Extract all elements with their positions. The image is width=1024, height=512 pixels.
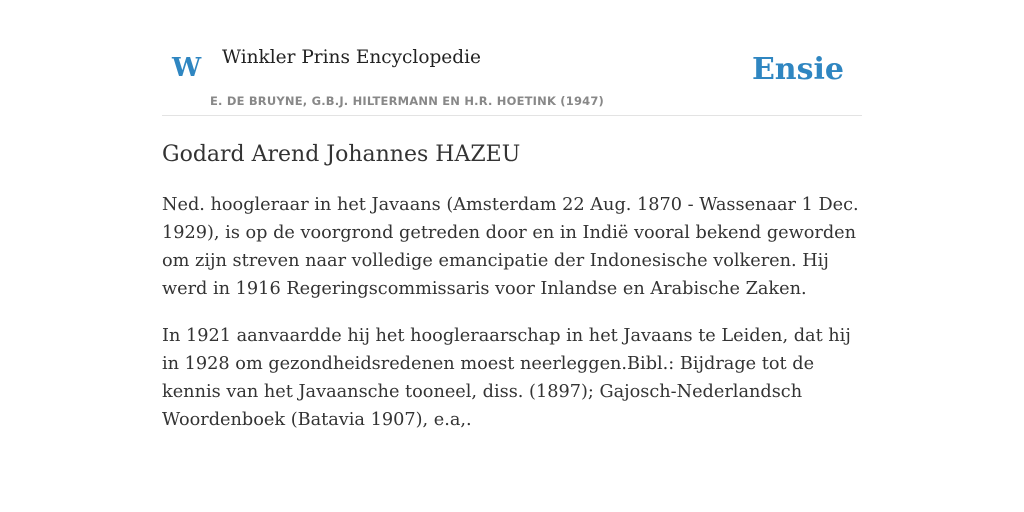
entry-paragraph: In 1921 aanvaardde hij het hoogleraarschap in het Javaans te Leiden, dat hij in 1928 om gezondheidsredenen moest neerleggen.Bibl.: Bijdrage tot de kennis van het Javaansche tooneel, diss. (1897); Gajosch-Nederlandsch Woordenboek (Batavia 1907), e.a,. [162, 326, 851, 430]
source-authors: E. DE BRUYNE, G.B.J. HILTERMANN EN H.R. HOETINK (1947) [210, 94, 605, 108]
source-logo[interactable]: W [172, 53, 202, 83]
source-header [162, 0, 862, 116]
entry-paragraph: Ned. hoogleraar in het Javaans (Amsterdam 22 Aug. 1870 - Wassenaar 1 Dec. 1929), is op de voorgrond getreden door en in Indië vooral bekend geworden om zijn streven naar volledige emancipatie der Indonesische volkeren. Hij werd in 1916 Regeringscommissaris voor Inlandse en Arabische Zaken. [162, 195, 859, 299]
content-container [162, 0, 862, 453]
entry-body [162, 191, 862, 434]
entry-title: Godard Arend Johannes HAZEU [162, 142, 521, 167]
source-title[interactable]: Winkler Prins Encyclopedie [222, 47, 481, 68]
ensie-logo[interactable]: Ensie [751, 52, 844, 87]
